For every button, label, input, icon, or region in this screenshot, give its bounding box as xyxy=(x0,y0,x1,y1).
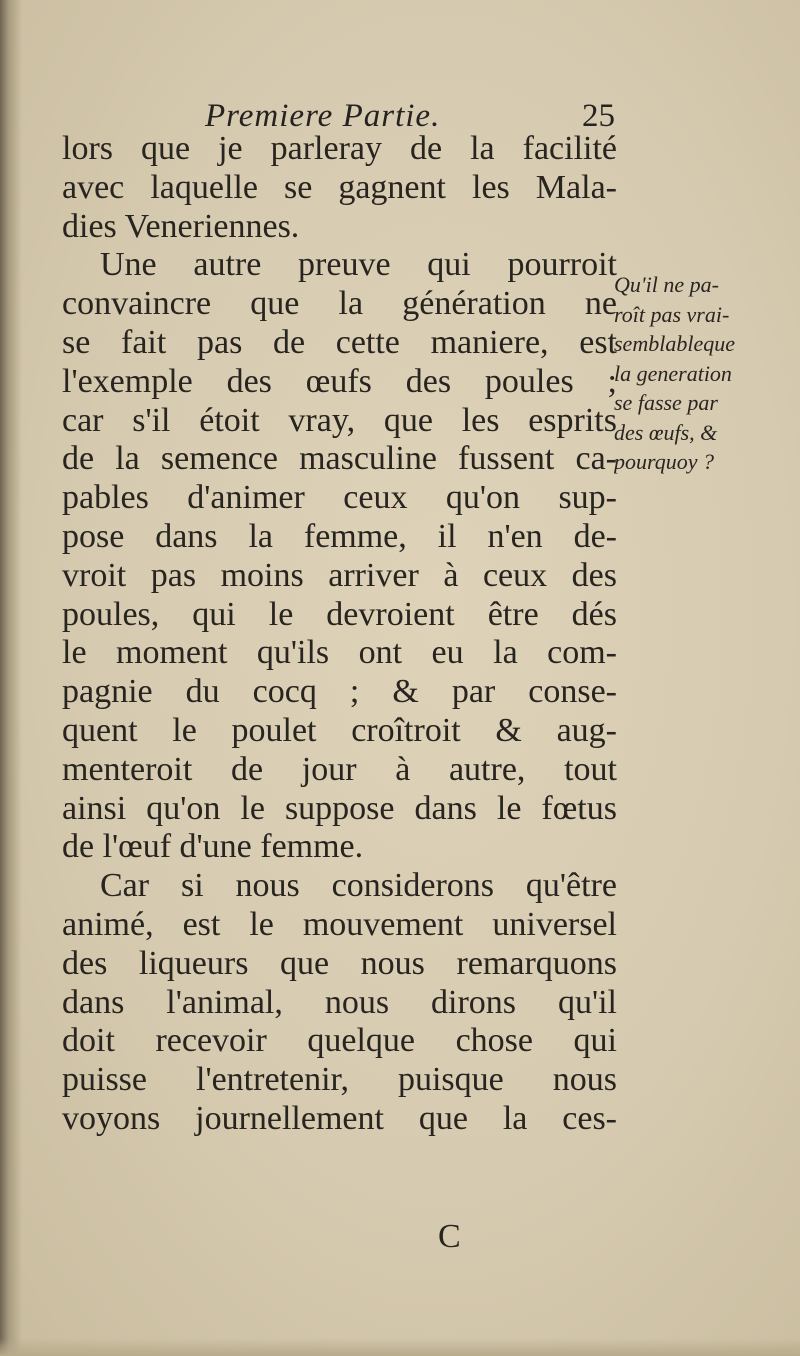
text-line: ainsi qu'on le suppose dans le fœtus xyxy=(62,789,617,827)
marginal-note-line: pourquoy ? xyxy=(614,449,715,474)
text-line: l'exemple des œufs des poules ; xyxy=(62,362,617,400)
running-title: Premiere Partie. xyxy=(205,98,441,134)
text-line: lors que je parleray de la facilité xyxy=(62,130,617,167)
text-line: pables d'animer ceux qu'on sup- xyxy=(62,479,617,517)
marginal-note-line: se fasse par xyxy=(614,390,718,415)
text-line: car s'il étoit vray, que les esprits xyxy=(62,401,617,439)
text-line: de la semence masculine fussent ca- xyxy=(62,440,617,478)
marginal-note-line: des œufs, & xyxy=(614,419,718,445)
text-line: pose dans la femme, il n'en de- xyxy=(62,517,617,555)
page-bottom-edge xyxy=(0,1338,800,1356)
text-line: dies Veneriennes. xyxy=(62,207,300,245)
marginal-note xyxy=(614,270,794,477)
text-line: le moment qu'ils ont eu la com- xyxy=(62,634,617,672)
page-number: 25 xyxy=(582,98,615,134)
paragraph-start-line: Une autre preuve qui pourroit xyxy=(100,246,617,284)
marginal-note-line: semblableque xyxy=(614,331,735,356)
text-line: doit recevoir quelque chose qui xyxy=(62,1022,617,1060)
text-line: de l'œuf d'une femme. xyxy=(62,828,364,866)
body-text xyxy=(62,130,617,1139)
text-line: pagnie du cocq ; & par conse- xyxy=(62,673,617,711)
paragraph-start-line: Car si nous considerons qu'être xyxy=(100,867,617,905)
text-line: voyons journellement que la ces- xyxy=(62,1099,617,1137)
marginal-note-line: la generation xyxy=(614,360,732,386)
text-line: quent le poulet croîtroit & aug- xyxy=(62,711,617,749)
text-line: puisse l'entretenir, puisque nous xyxy=(62,1061,617,1099)
text-line: des liqueurs que nous remarquons xyxy=(62,944,617,982)
signature-mark: C xyxy=(438,1218,461,1255)
text-line: se fait pas de cette maniere, est xyxy=(62,323,617,361)
marginal-note-line: roît pas vrai- xyxy=(614,301,730,327)
text-line: avec laquelle se gagnent les Mala- xyxy=(62,168,617,206)
text-line: convaincre que la génération ne xyxy=(62,285,617,323)
text-line: vroit pas moins arriver à ceux des xyxy=(62,556,617,594)
text-line: poules, qui le devroient être dés xyxy=(62,595,617,633)
text-line: dans l'animal, nous dirons qu'il xyxy=(62,983,617,1021)
marginal-note-line: Qu'il ne pa- xyxy=(614,272,719,297)
binding-gutter-shadow xyxy=(0,0,22,1356)
text-line: menteroit de jour à autre, tout xyxy=(62,750,617,788)
text-line: animé, est le mouvement universel xyxy=(62,905,617,943)
